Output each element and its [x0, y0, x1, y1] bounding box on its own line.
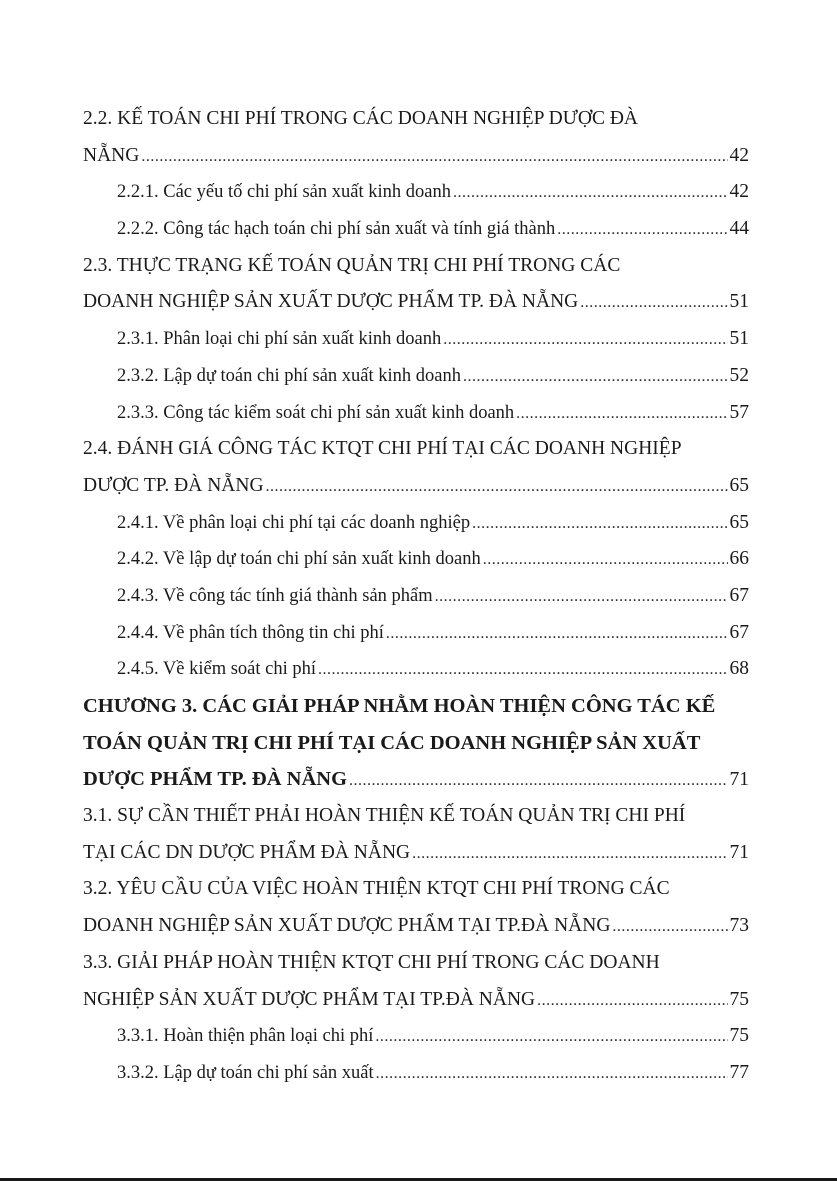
table-of-contents — [83, 101, 749, 1092]
toc-heading-line — [83, 248, 749, 285]
toc-page-number: 44 — [729, 218, 749, 240]
toc-page-number: 67 — [729, 621, 749, 643]
toc-entry — [83, 615, 749, 652]
toc-entry-text: NGHIỆP SẢN XUẤT DƯỢC PHẨM TẠI TP.ĐÀ NẴNG — [83, 988, 536, 1010]
toc-entry — [83, 541, 749, 578]
toc-page-number: 42 — [729, 144, 749, 166]
toc-entry — [83, 395, 749, 432]
dot-leader — [376, 1056, 728, 1093]
toc-entry — [83, 321, 749, 358]
toc-entry-text: 2.2. KẾ TOÁN CHI PHÍ TRONG CÁC DOANH NGHIỆP DƯỢC ĐÀ — [83, 108, 639, 129]
dot-leader — [386, 616, 728, 653]
toc-entry — [83, 835, 749, 872]
toc-page-number: 71 — [729, 769, 749, 791]
toc-page-number: 73 — [729, 915, 749, 937]
toc-heading-line — [83, 945, 749, 982]
dot-leader — [375, 1019, 727, 1056]
dot-leader — [472, 506, 727, 543]
toc-entry-text: 2.3.1. Phân loại chi phí sản xuất kinh doanh — [117, 329, 442, 350]
toc-page-number: 71 — [729, 841, 749, 863]
toc-entry-text: 3.3.1. Hoàn thiện phân loại chi phí — [117, 1026, 374, 1047]
toc-page-number: 68 — [729, 658, 749, 680]
toc-entry-text: 2.4.2. Về lập dự toán chi phí sản xuất kinh doanh — [117, 549, 481, 570]
toc-entry — [83, 761, 749, 798]
toc-entry — [83, 982, 749, 1019]
toc-heading-line — [83, 101, 749, 138]
toc-entry — [83, 174, 749, 211]
toc-entry-text: 2.3.3. Công tác kiểm soát chi phí sản xuất kinh doanh — [117, 402, 515, 423]
toc-entry — [83, 651, 749, 688]
toc-entry-text: TẠI CÁC DN DƯỢC PHẨM ĐÀ NẴNG — [83, 841, 411, 863]
dot-leader — [453, 175, 728, 212]
dot-leader — [141, 139, 727, 176]
toc-page-number: 57 — [729, 401, 749, 423]
toc-page-number: 66 — [729, 548, 749, 570]
toc-entry-text: 2.2.1. Các yếu tố chi phí sản xuất kinh doanh — [117, 182, 451, 203]
toc-page-number: 51 — [729, 291, 749, 313]
toc-entry — [83, 358, 749, 395]
toc-entry-text: 2.3.2. Lập dự toán chi phí sản xuất kinh doanh — [117, 365, 461, 386]
toc-entry-text: DƯỢC TP. ĐÀ NẴNG — [83, 474, 264, 496]
dot-leader — [516, 396, 727, 433]
toc-entry — [83, 284, 749, 321]
dot-leader — [483, 542, 728, 579]
toc-entry-text: NẴNG — [83, 144, 140, 166]
toc-chapter-heading-line — [83, 688, 749, 725]
toc-entry — [83, 505, 749, 542]
dot-leader — [318, 652, 727, 689]
toc-entry-text: 2.4.4. Về phân tích thông tin chi phí — [117, 622, 384, 643]
toc-entry-text: 3.3.2. Lập dự toán chi phí sản xuất — [117, 1062, 374, 1083]
toc-heading-line — [83, 798, 749, 835]
dot-leader — [435, 579, 728, 616]
toc-entry-text: 2.4.1. Về phân loại chi phí tại các doanh nghiệp — [117, 512, 471, 533]
toc-heading-line — [83, 431, 749, 468]
dot-leader — [266, 469, 728, 506]
dot-leader — [349, 763, 727, 800]
toc-page-number: 77 — [729, 1061, 749, 1083]
toc-page-number: 51 — [729, 328, 749, 350]
toc-page-number: 75 — [729, 1025, 749, 1047]
toc-entry-text: TOÁN QUẢN TRỊ CHI PHÍ TẠI CÁC DOANH NGHIỆP SẢN XUẤT — [83, 731, 701, 754]
dot-leader — [443, 322, 727, 359]
toc-entry — [83, 468, 749, 505]
dot-leader — [412, 836, 727, 873]
toc-entry-text: 2.2.2. Công tác hạch toán chi phí sản xuất và tính giá thành — [117, 219, 556, 240]
toc-entry-text: DOANH NGHIỆP SẢN XUẤT DƯỢC PHẨM TẠI TP.ĐÀ NẴNG — [83, 915, 611, 937]
toc-entry — [83, 578, 749, 615]
toc-page-number: 65 — [729, 511, 749, 533]
toc-entry-text: 2.3. THỰC TRẠNG KẾ TOÁN QUẢN TRỊ CHI PHÍ TRONG CÁC — [83, 254, 621, 276]
dot-leader — [537, 983, 727, 1020]
toc-entry — [83, 211, 749, 248]
toc-entry — [83, 1055, 749, 1092]
dot-leader — [612, 909, 727, 946]
toc-entry-text: DƯỢC PHẨM TP. ĐÀ NẴNG — [83, 768, 348, 791]
toc-entry — [83, 1018, 749, 1055]
toc-entry — [83, 908, 749, 945]
toc-page-number: 65 — [729, 474, 749, 496]
toc-entry-text: 3.2. YÊU CẦU CỦA VIỆC HOÀN THIỆN KTQT CHI PHÍ TRONG CÁC — [83, 878, 670, 900]
toc-entry — [83, 138, 749, 175]
dot-leader — [463, 359, 728, 396]
toc-page-number: 75 — [729, 988, 749, 1010]
toc-page-number: 67 — [729, 584, 749, 606]
toc-entry-text: 2.4.5. Về kiểm soát chi phí — [117, 659, 317, 680]
toc-entry-text: 3.1. SỰ CẦN THIẾT PHẢI HOÀN THIỆN KẾ TOÁN QUẢN TRỊ CHI PHÍ — [83, 805, 686, 827]
toc-entry-text: 2.4.3. Về công tác tính giá thành sản phẩm — [117, 585, 433, 606]
toc-page-number: 52 — [729, 364, 749, 386]
toc-entry-text: 3.3. GIẢI PHÁP HOÀN THIỆN KTQT CHI PHÍ TRONG CÁC DOANH — [83, 951, 660, 973]
toc-chapter-heading-line — [83, 725, 749, 762]
dot-leader — [580, 285, 727, 322]
toc-heading-line — [83, 871, 749, 908]
toc-entry-text: DOANH NGHIỆP SẢN XUẤT DƯỢC PHẨM TP. ĐÀ NẴNG — [83, 291, 579, 313]
toc-page-number: 42 — [729, 181, 749, 203]
toc-entry-text: 2.4. ĐÁNH GIÁ CÔNG TÁC KTQT CHI PHÍ TẠI CÁC DOANH NGHIỆP — [83, 438, 682, 460]
dot-leader — [557, 212, 727, 249]
toc-entry-text: CHƯƠNG 3. CÁC GIẢI PHÁP NHẰM HOÀN THIỆN CÔNG TÁC KẾ — [83, 695, 716, 717]
